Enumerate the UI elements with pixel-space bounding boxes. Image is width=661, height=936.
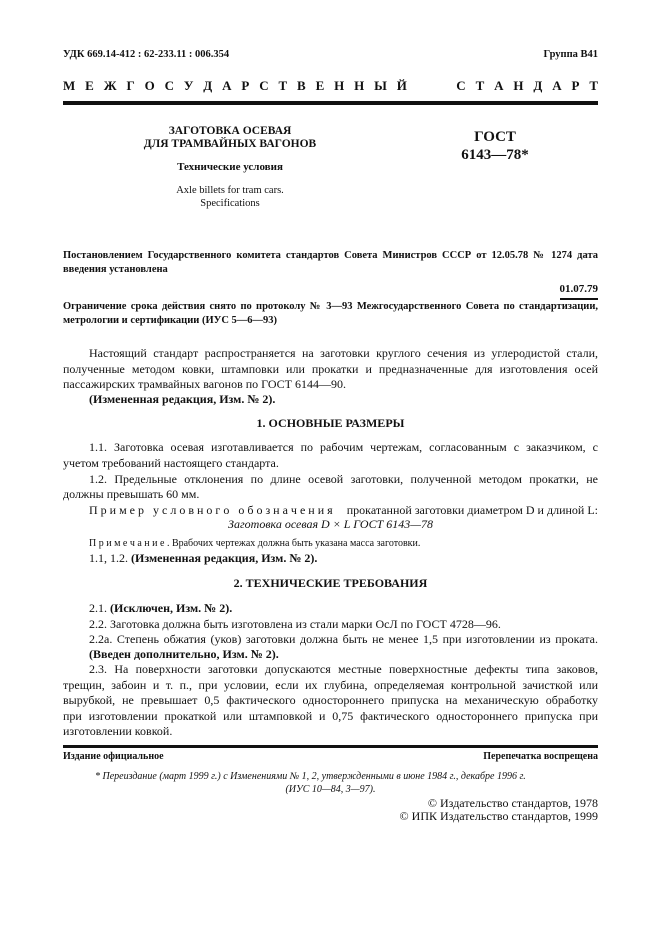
note [89,537,420,551]
clause-number: 2.1. [89,601,107,615]
edit-ref: 1.1, 1.2. [89,551,128,565]
effective-date: 01.07.79 [559,283,598,295]
title [130,125,330,151]
example-formula: Заготовка осевая D × L ГОСТ 6143—78 [228,517,433,531]
limit-line: Ограничение срока действия снято по протоколу № 3—93 Межгосударственного Совета по стандартизации, [63,301,598,312]
example-label: П р и м е р у с л о в н о г о о б о з н а ч е н и я [89,503,333,517]
copyright-1978: © Издательство стандартов, 1978 [427,796,598,810]
clause-1-1: учетом требований настоящего стандарта. [63,456,279,470]
limit-line: метрологии и сертификации (ИУС 5—6—93) [63,315,278,326]
clause-2-2a-edit: (Введен дополнительно, Изм. № 2). [89,647,279,661]
edit-note: (Измененная редакция, Изм. № 2). [131,551,318,565]
clause-2-3: при изготовлении прокаткой или штамповкой и 0,75 фактического одностороннего припуска при [63,709,598,723]
clause-1-2: 1.2. Предельные отклонения по длине осевой заготовки, полученной методом прокатки, не [89,472,598,486]
clause-1-2: должны превышать 60 мм. [63,487,200,501]
clause-2-2: 2.2. Заготовка должна быть изготовлена из стали марки ОсЛ по ГОСТ 4728—96. [89,617,501,631]
english-title-line1: Axle billets for tram cars. [176,185,284,196]
banner: М Е Ж Г О С У Д А Р С Т В Е Н Н Ы Й С Т А Н Д А Р Т [63,78,598,93]
clause-2-3: 2.3. На поверхности заготовки допускаются местные поверхностные дефекты типа заковов, [89,662,598,676]
clause-1-edit [89,551,317,565]
reprint-notice: Перепечатка воспрещена [483,751,598,762]
intro-edit-note: (Измененная редакция, Изм. № 2). [89,392,276,406]
footer-rule [63,745,598,748]
note-text: Врабочих чертежах должна быть указана масса заготовки. [171,538,421,549]
decree-line: введения установлена [63,264,168,275]
clause-2-1 [89,601,232,615]
section2-heading: 2. ТЕХНИЧЕСКИЕ ТРЕБОВАНИЯ [233,576,428,590]
gost-code: 6143—78* [461,147,529,163]
clause-2-3: изготовлении ковкой. [63,724,173,738]
english-title [130,184,330,210]
clause-text: (Исключен, Изм. № 2). [110,601,233,615]
clause-2-3: вырубкой, не превышает 0,5 фактического одностороннего припуска на механическую обработку [63,693,598,707]
official-edition: Издание официальное [63,751,164,762]
clause-2-3: трещин, забоин и т. п., при условии, если их глубина, определяемая контрольной зачисткой или [63,678,598,692]
intro-line: Настоящий стандарт распространяется на заготовки круглого сечения из углеродистой стали, [89,346,598,360]
header-rule [63,101,598,105]
note-label: П р и м е ч а н и е . [89,538,170,549]
example-text: прокатанной заготовки диаметром D и длиной L: [346,503,598,517]
section1-heading: 1. ОСНОВНЫЕ РАЗМЕРЫ [256,416,405,430]
example [89,503,598,517]
udk-code: УДК 669.14-412 : 62-233.11 : 006.354 [63,49,230,60]
intro-line: пассажирских трамвайных вагонов по ГОСТ 6144—90. [63,377,346,391]
gost-number [440,128,550,164]
copyright-1999: © ИПК Издательство стандартов, 1999 [399,809,598,823]
gost-label: ГОСТ [474,129,516,145]
decree-line: Постановлением Государственного комитета стандартов Совета Министров СССР от 12.05.78 № 1274 дата [63,250,598,261]
title-line2: ДЛЯ ТРАМВАЙНЫХ ВАГОНОВ [143,138,317,150]
footnote: * Переиздание (март 1999 г.) с Изменениями № 1, 2, утвержденными в июне 1984 г., декабре 1996 г. [95,771,526,782]
intro-line: полученные методом ковки, штамповки или прокатки и предназначенные для изготовления осей [63,362,598,376]
group-code: Группа В41 [543,49,598,60]
footnote-ref: (ИУС 10—84, 3—97). [285,784,376,795]
clause-1-1: 1.1. Заготовка осевая изготавливается по рабочим чертежам, согласованным с заказчиком, с [89,440,598,454]
title-line1: ЗАГОТОВКА ОСЕВАЯ [168,125,292,137]
english-title-line2: Specifications [200,198,260,209]
subtitle: Технические условия [177,161,283,173]
clause-2-2a: 2.2а. Степень обжатия (уков) заготовки должна быть не менее 1,5 при изготовлении из проката. [89,632,598,646]
